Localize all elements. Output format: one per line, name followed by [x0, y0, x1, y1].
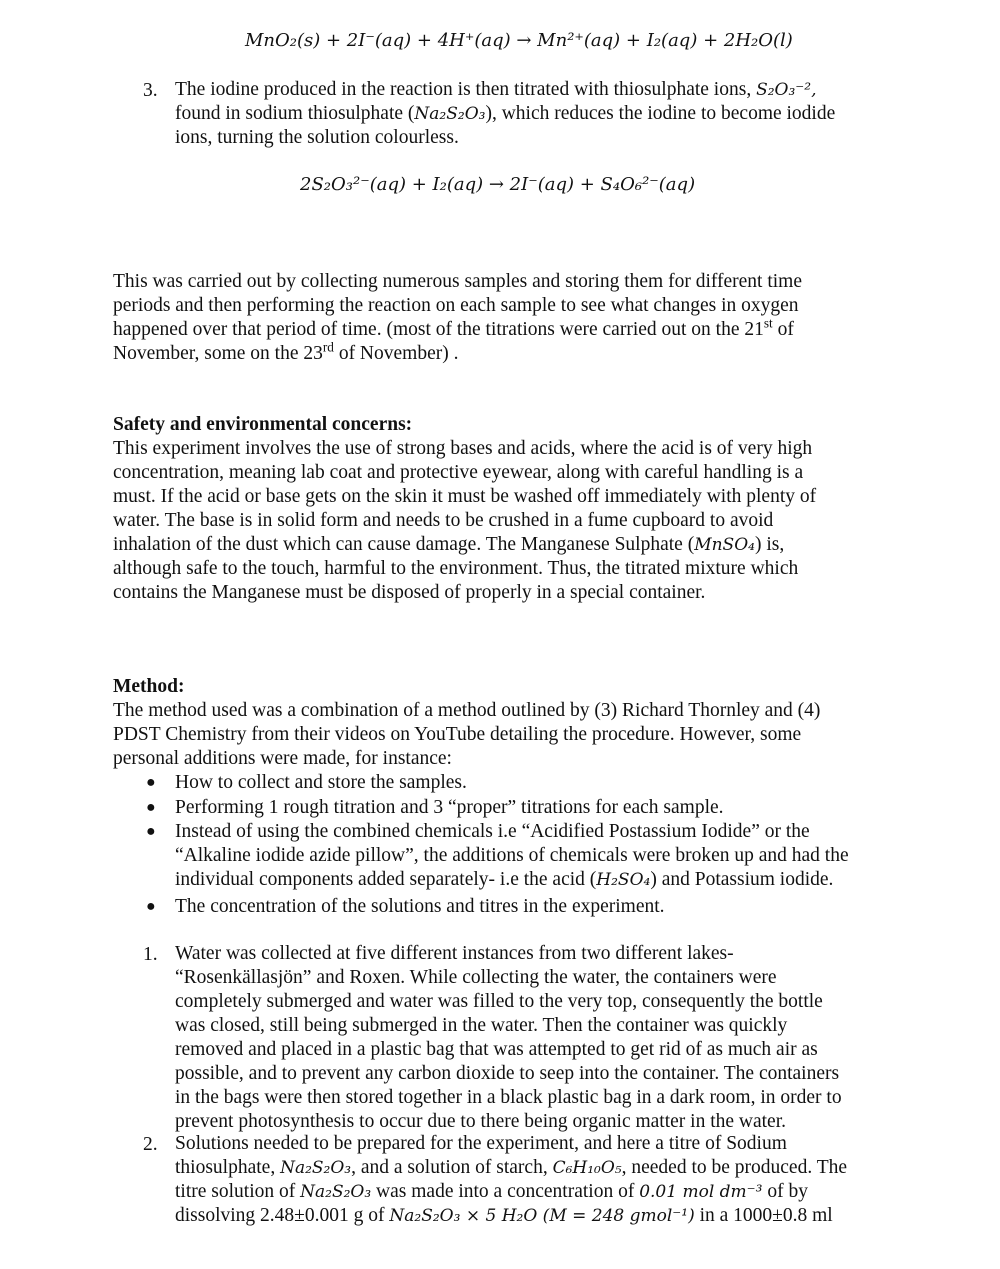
sodium-thiosulphate-formula: Na₂S₂O₃: [300, 1182, 372, 1202]
collection-sup-rd: rd: [322, 339, 334, 355]
safety-line-1: This experiment involves the use of strong bases and acids, where the acid is of very high: [113, 438, 813, 459]
safety-line-7: contains the Manganese must be disposed of properly in a special container.: [113, 582, 706, 603]
bullet-icon: ●: [146, 898, 156, 915]
collection-line-3b: of: [772, 319, 794, 340]
step-2-text: [175, 1132, 895, 1228]
safety-line-6: although safe to the touch, harmful to the environment. Thus, the titrated mixture which: [113, 558, 799, 579]
step-2-number: 2.: [143, 1134, 158, 1155]
sodium-thiosulphate-formula: Na₂S₂O₃: [280, 1158, 352, 1178]
step-3-line-1: The iodine produced in the reaction is then titrated with thiosulphate ions,: [175, 79, 752, 100]
method-line-2: PDST Chemistry from their videos on YouTube detailing the procedure. However, some: [113, 724, 802, 745]
starch-formula: C₆H₁₀O₅: [552, 1158, 622, 1178]
equation-thiosulphate-iodine: 2S₂O₃²⁻(aq) + I₂(aq) → 2I⁻(aq) + S₄O₆²⁻(aq): [300, 174, 696, 195]
step-2-line-3c: of by: [762, 1181, 808, 1202]
equation-manganese-iodide: MnO₂(s) + 2I⁻(aq) + 4H⁺(aq) → Mn²⁺(aq) + I₂(aq) + 2H₂O(l): [245, 30, 793, 51]
bullet-3-line-3b: ) and Potassium iodide.: [650, 869, 834, 890]
collection-line-4a: November, some on the 23: [113, 343, 323, 364]
safety-line-5b: ) is,: [754, 534, 785, 555]
step-3-line-2b: ), which reduces the iodine to become iodide: [485, 103, 836, 124]
safety-line-3: must. If the acid or base gets on the skin it must be washed off immediately with plenty of: [113, 486, 817, 507]
step-1-line-6: possible, and to prevent any carbon dioxide to seep into the container. The containers: [175, 1063, 840, 1084]
method-line-1: The method used was a combination of a method outlined by (3) Richard Thornley and (4): [113, 700, 821, 721]
bullet-icon: ●: [146, 799, 156, 816]
bullet-item-3: [175, 820, 895, 892]
step-3-number: 3.: [143, 80, 158, 101]
step-1-line-2: “Rosenkällasjön” and Roxen. While collecting the water, the containers were: [175, 967, 777, 988]
step-1-line-3: completely submerged and water was filled to the very top, consequently the bottle: [175, 991, 823, 1012]
step-2-line-4b: in a 1000±0.8 ml: [694, 1205, 833, 1226]
step-1-line-1: Water was collected at five different instances from two different lakes-: [175, 943, 734, 964]
bullet-3-line-2: “Alkaline iodide azide pillow”, the additions of chemicals were broken up and had the: [175, 845, 849, 866]
step-3-line-2a: found in sodium thiosulphate (: [175, 103, 415, 124]
bullet-3-line-1: Instead of using the combined chemicals i.e “Acidified Postassium Iodide” or the: [175, 821, 810, 842]
bullet-item-1: How to collect and store the samples.: [175, 772, 467, 793]
method-line-3: personal additions were made, for instance:: [113, 748, 452, 769]
manganese-sulphate-formula: MnSO₄: [694, 535, 755, 555]
step-2-line-2c: , needed to be produced. The: [621, 1157, 848, 1178]
sulphuric-acid-formula: H₂SO₄: [596, 870, 651, 890]
bullet-item-4: The concentration of the solutions and titres in the experiment.: [175, 896, 665, 917]
safety-heading: Safety and environmental concerns:: [113, 414, 413, 435]
step-1-line-8: prevent photosynthesis to occur due to there being organic matter in the water.: [175, 1111, 787, 1132]
sodium-thiosulphate-formula: Na₂S₂O₃: [414, 104, 486, 124]
step-1-number: 1.: [143, 944, 158, 965]
concentration-value: 0.01 mol dm⁻³: [639, 1182, 763, 1202]
collection-line-4b: of November) .: [333, 343, 459, 364]
step-1-line-7: in the bags were then stored together in a black plastic bag in a dark room, in order to: [175, 1087, 842, 1108]
collection-line-2: periods and then performing the reaction on each sample to see what changes in oxygen: [113, 295, 799, 316]
step-2-line-4a: dissolving 2.48±0.001 g of: [175, 1205, 385, 1226]
bullet-icon: ●: [146, 823, 156, 840]
collection-paragraph: [113, 270, 893, 366]
step-2-line-3b: was made into a concentration of: [371, 1181, 635, 1202]
method-heading: Method:: [113, 676, 185, 697]
safety-line-5a: inhalation of the dust which can cause damage. The Manganese Sulphate (: [113, 534, 695, 555]
collection-sup-st: st: [763, 315, 773, 331]
bullet-item-2: Performing 1 rough titration and 3 “proper” titrations for each sample.: [175, 797, 724, 818]
step-2-line-3a: titre solution of: [175, 1181, 296, 1202]
safety-line-2: concentration, meaning lab coat and protective eyewear, along with careful handling is a: [113, 462, 804, 483]
step-1-text: [175, 942, 895, 1134]
collection-line-1: This was carried out by collecting numerous samples and storing them for different time: [113, 271, 803, 292]
step-2-line-2b: , and a solution of starch,: [351, 1157, 548, 1178]
step-1-line-4: was closed, still being submerged in the water. Then the container was quickly: [175, 1015, 788, 1036]
bullet-3-line-3a: individual components added separately- i.e the acid (: [175, 869, 597, 890]
step-3-line-3: ions, turning the solution colourless.: [175, 127, 459, 148]
collection-line-3a: happened over that period of time. (most of the titrations were carried out on the 21: [113, 319, 764, 340]
pentahydrate-formula: Na₂S₂O₃ × 5 H₂O (M = 248 gmol⁻¹): [389, 1206, 695, 1226]
step-2-line-2a: thiosulphate,: [175, 1157, 276, 1178]
step-1-line-5: removed and placed in a plastic bag that was attempted to get rid of as much air as: [175, 1039, 818, 1060]
thiosulphate-ion-formula: S₂O₃⁻²,: [756, 80, 817, 100]
safety-section: [113, 413, 893, 605]
step-2-line-1: Solutions needed to be prepared for the experiment, and here a titre of Sodium: [175, 1133, 787, 1154]
step-3-text: [175, 78, 895, 150]
safety-line-4: water. The base is in solid form and needs to be crushed in a fume cupboard to avoid: [113, 510, 774, 531]
method-section: [113, 675, 893, 771]
bullet-icon: ●: [146, 774, 156, 791]
